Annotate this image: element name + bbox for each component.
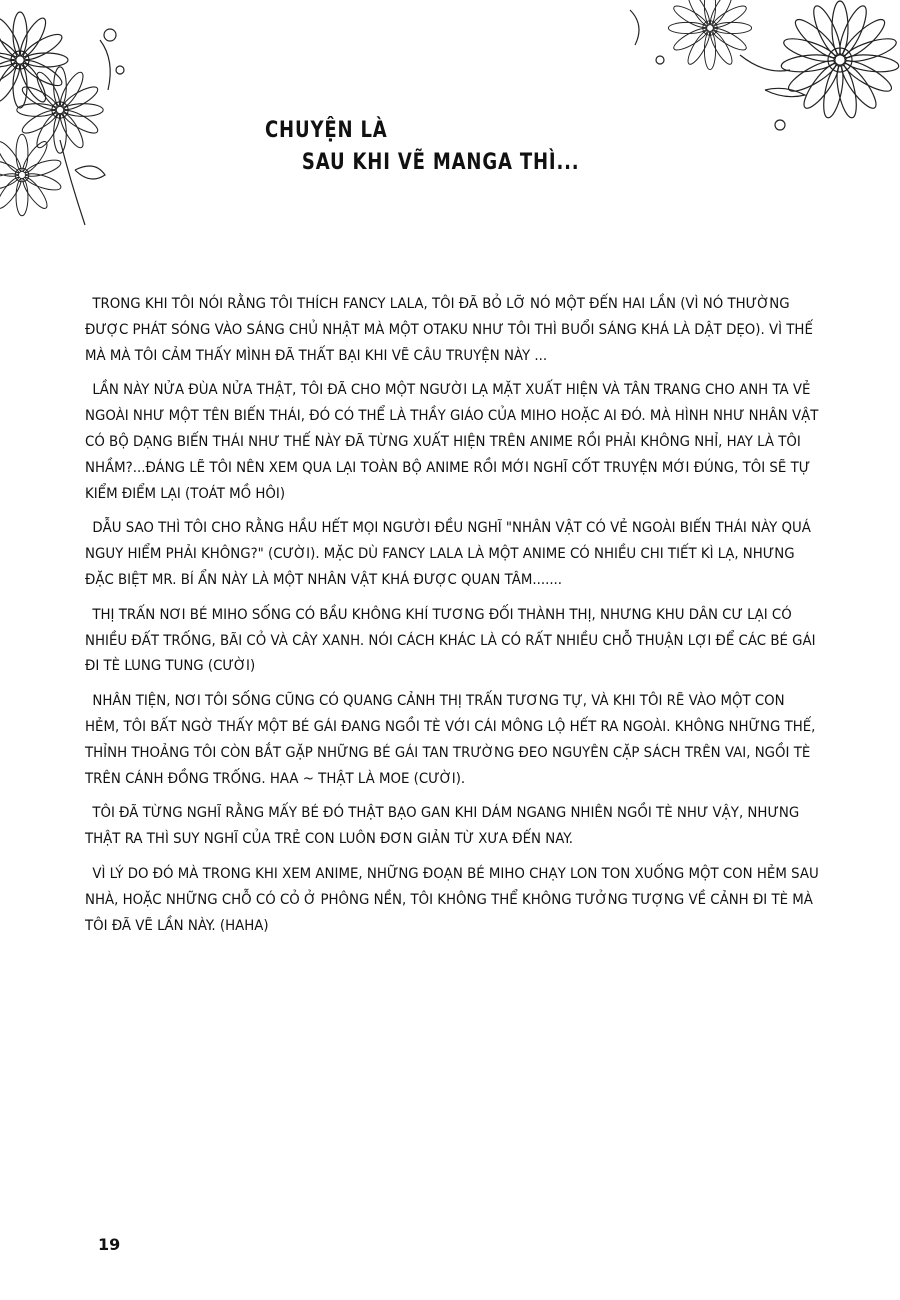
- flower-cluster-right-icon: [590, 0, 900, 145]
- page-title: [265, 115, 579, 179]
- paragraph-3: DẪU SAO THÌ TÔI CHO RẰNG HẦU HẾT MỌI NGƯỜI ĐỀU NGHĨ "NHÂN VẬT CÓ VẺ NGOÀI BIẾN THÁI NÀY QUÁ NGUY HIỂM PHẢI KHÔNG?" (CƯỜI). MẶC DÙ FANCY LALA LÀ MỘT ANIME CÓ NHIỀU CHI TIẾT KÌ LẠ, NHƯNG ĐẶC BIỆT MR. BÍ ẨN NÀY LÀ MỘT NHÂN VẬT KHÁ ĐƯỢC QUAN TÂM.......: [85, 520, 811, 588]
- title-line-2: SAU KHI VẼ MANGA THÌ...: [301, 150, 580, 175]
- page-number: 19: [98, 1235, 121, 1254]
- paragraph-5: NHÂN TIỆN, NƠI TÔI SỐNG CŨNG CÓ QUANG CẢNH THỊ TRẤN TƯƠNG TỰ, VÀ KHI TÔI RẼ VÀO MỘT CON HẺM, TÔI BẤT NGỜ THẤY MỘT BÉ GÁI ĐANG NGỒI TÈ VỚI CÁI MÔNG LỘ HẾT RA NGOÀI. KHÔNG NHỮNG THẾ, THỈNH THOẢNG TÔI CÒN BẮT GẶP NHỮNG BÉ GÁI TAN TRƯỜNG ĐEO NGUYÊN CẶP SÁCH TRÊN VAI, NGỒI TÈ TRÊN CÁNH ĐỒNG TRỐNG. HAA ~ THẬT LÀ MOE (CƯỜI).: [85, 693, 816, 787]
- paragraph-7: VÌ LÝ DO ĐÓ MÀ TRONG KHI XEM ANIME, NHỮNG ĐOẠN BÉ MIHO CHẠY LON TON XUỐNG MỘT CON HẺM SAU NHÀ, HOẶC NHỮNG CHỖ CÓ CỎ Ở PHÔNG NỀN, TÔI KHÔNG THỂ KHÔNG TƯỞNG TƯỢNG VỀ CẢNH ĐI TÈ MÀ TÔI ĐÃ VẼ LẦN NÀY. (HAHA): [85, 865, 819, 934]
- title-line-1: CHUYỆN LÀ: [265, 118, 388, 143]
- flower-cluster-left-icon: [0, 0, 150, 230]
- paragraph-4: THỊ TRẤN NƠI BÉ MIHO SỐNG CÓ BẦU KHÔNG KHÍ TƯƠNG ĐỐI THÀNH THỊ, NHƯNG KHU DÂN CƯ LẠI CÓ NHIỀU ĐẤT TRỐNG, BÃI CỎ VÀ CÂY XANH. NÓI CÁCH KHÁC LÀ CÓ RẤT NHIỀU CHỖ THUẬN LỢI ĐỂ CÁC BÉ GÁI ĐI TÈ LUNG TUNG (CƯỜI): [85, 606, 816, 675]
- paragraph-6: TÔI ĐÃ TỪNG NGHĨ RẰNG MẤY BÉ ĐÓ THẬT BẠO GAN KHI DÁM NGANG NHIÊN NGỒI TÈ NHƯ VẬY, NHƯNG THẬT RA THÌ SUY NGHĨ CỦA TRẺ CON LUÔN ĐƠN GIẢN TỪ XƯA ĐẾN NAY.: [85, 805, 800, 848]
- paragraph-1: TRONG KHI TÔI NÓI RẰNG TÔI THÍCH FANCY LALA, TÔI ĐÃ BỎ LỠ NÓ MỘT ĐẾN HAI LẦN (VÌ NÓ THƯỜNG ĐƯỢC PHÁT SÓNG VÀO SÁNG CHỦ NHẬT MÀ MỘT OTAKU NHƯ TÔI THÌ BUỔI SÁNG KHÁ LÀ DẬT DẸO). VÌ THẾ MÀ MÀ TÔI CẢM THẤY MÌNH ĐÃ THẤT BẠI KHI VẼ CÂU TRUYỆN NÀY ...: [85, 296, 813, 364]
- paragraph-2: LẦN NÀY NỬA ĐÙA NỬA THẬT, TÔI ĐÃ CHO MỘT NGƯỜI LẠ MẶT XUẤT HIỆN VÀ TÂN TRANG CHO ANH TA VẺ NGOÀI NHƯ MỘT TÊN BIẾN THÁI, ĐÓ CÓ THỂ LÀ THẦY GIÁO CỦA MIHO HOẶC AI ĐÓ. MÀ HÌNH NHƯ NHÂN VẬT CÓ BỘ DẠNG BIẾN THÁI NHƯ THẾ NÀY ĐÃ TỪNG XUẤT HIỆN TRÊN ANIME RỒI PHẢI KHÔNG NHỈ, HAY LÀ TÔI NHẦM?...ĐÁNG LẼ TÔI NÊN XEM QUA LẠI TOÀN BỘ ANIME RỒI MỚI NGHĨ CỐT TRUYỆN MỚI ĐÚNG, TÔI SẼ TỰ KIỂM ĐIỂM LẠI (TOÁT MỒ HÔI): [85, 382, 819, 502]
- article-body: [85, 292, 821, 948]
